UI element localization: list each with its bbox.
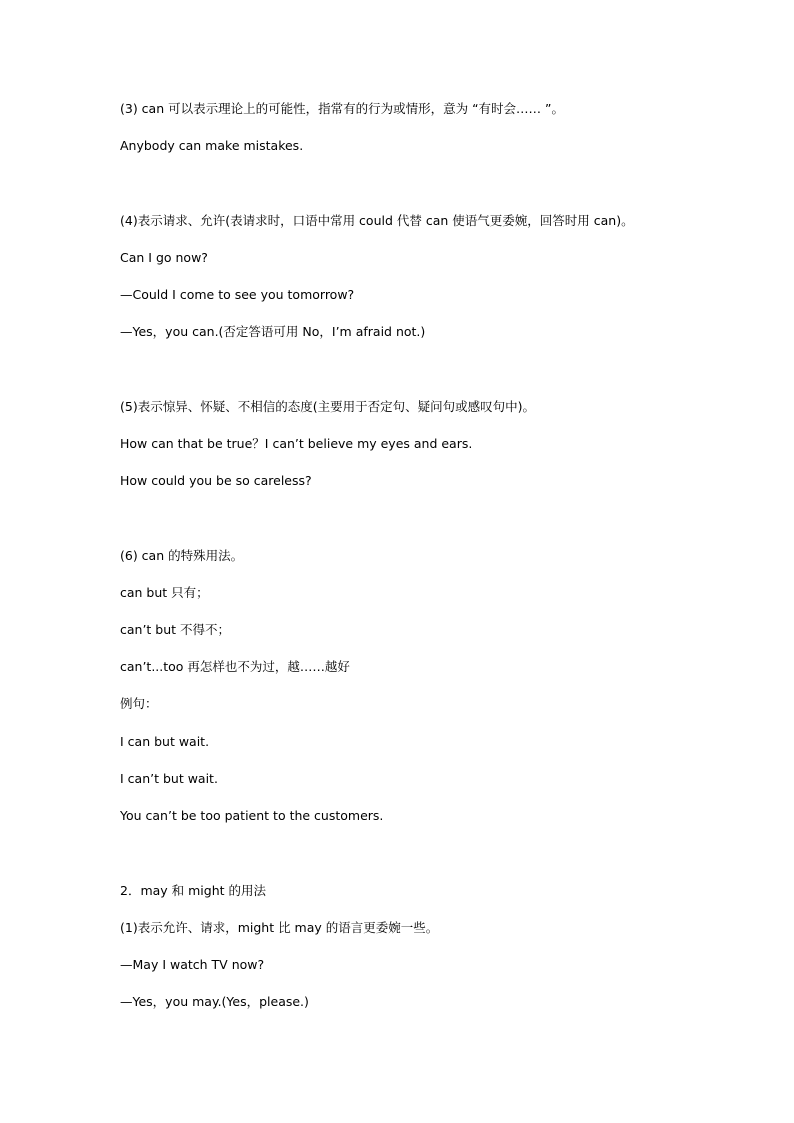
example-sentence: Can I go now? [120, 250, 208, 265]
example-dialogue-question: —Could I come to see you tomorrow? [120, 287, 355, 302]
usage-item: can’t...too 再怎样也不为过，越……越好 [120, 659, 350, 674]
example-sentence: How can that be true？I can’t believe my eyes and ears. [120, 436, 473, 451]
heading-can-possibility: (3) can 可以表示理论上的可能性，指常有的行为或情形，意为 “有时会…… ”。 [120, 101, 565, 116]
heading-special-usage: (6) can 的特殊用法。 [120, 548, 244, 563]
example-sentence: Anybody can make mistakes. [120, 138, 304, 153]
usage-item: can’t but 不得不； [120, 622, 231, 637]
example-sentence: How could you be so careless? [120, 473, 312, 488]
usage-item: can but 只有； [120, 585, 209, 600]
example-sentence: I can’t but wait. [120, 771, 218, 786]
heading-request-permission: (4)表示请求、允许(表请求时，口语中常用 could 代替 can 使语气更委婉，回答时用 can)。 [120, 213, 634, 228]
example-dialogue-answer: —Yes，you can.(否定答语可用 No，I’m afraid not.) [120, 324, 426, 339]
example-dialogue-question: —May I watch TV now? [120, 957, 265, 972]
examples-label: 例句： [120, 696, 158, 711]
example-dialogue-answer: —Yes，you may.(Yes，please.) [120, 994, 309, 1009]
section-title-may-might: 2．may 和 might 的用法 [120, 883, 267, 898]
heading-surprise-doubt: (5)表示惊异、怀疑、不相信的态度(主要用于否定句、疑问句或感叹句中)。 [120, 399, 535, 414]
example-sentence: I can but wait. [120, 734, 210, 749]
heading-permission-request: (1)表示允许、请求，might 比 may 的语言更委婉一些。 [120, 920, 439, 935]
example-sentence: You can’t be too patient to the customers. [120, 808, 384, 823]
